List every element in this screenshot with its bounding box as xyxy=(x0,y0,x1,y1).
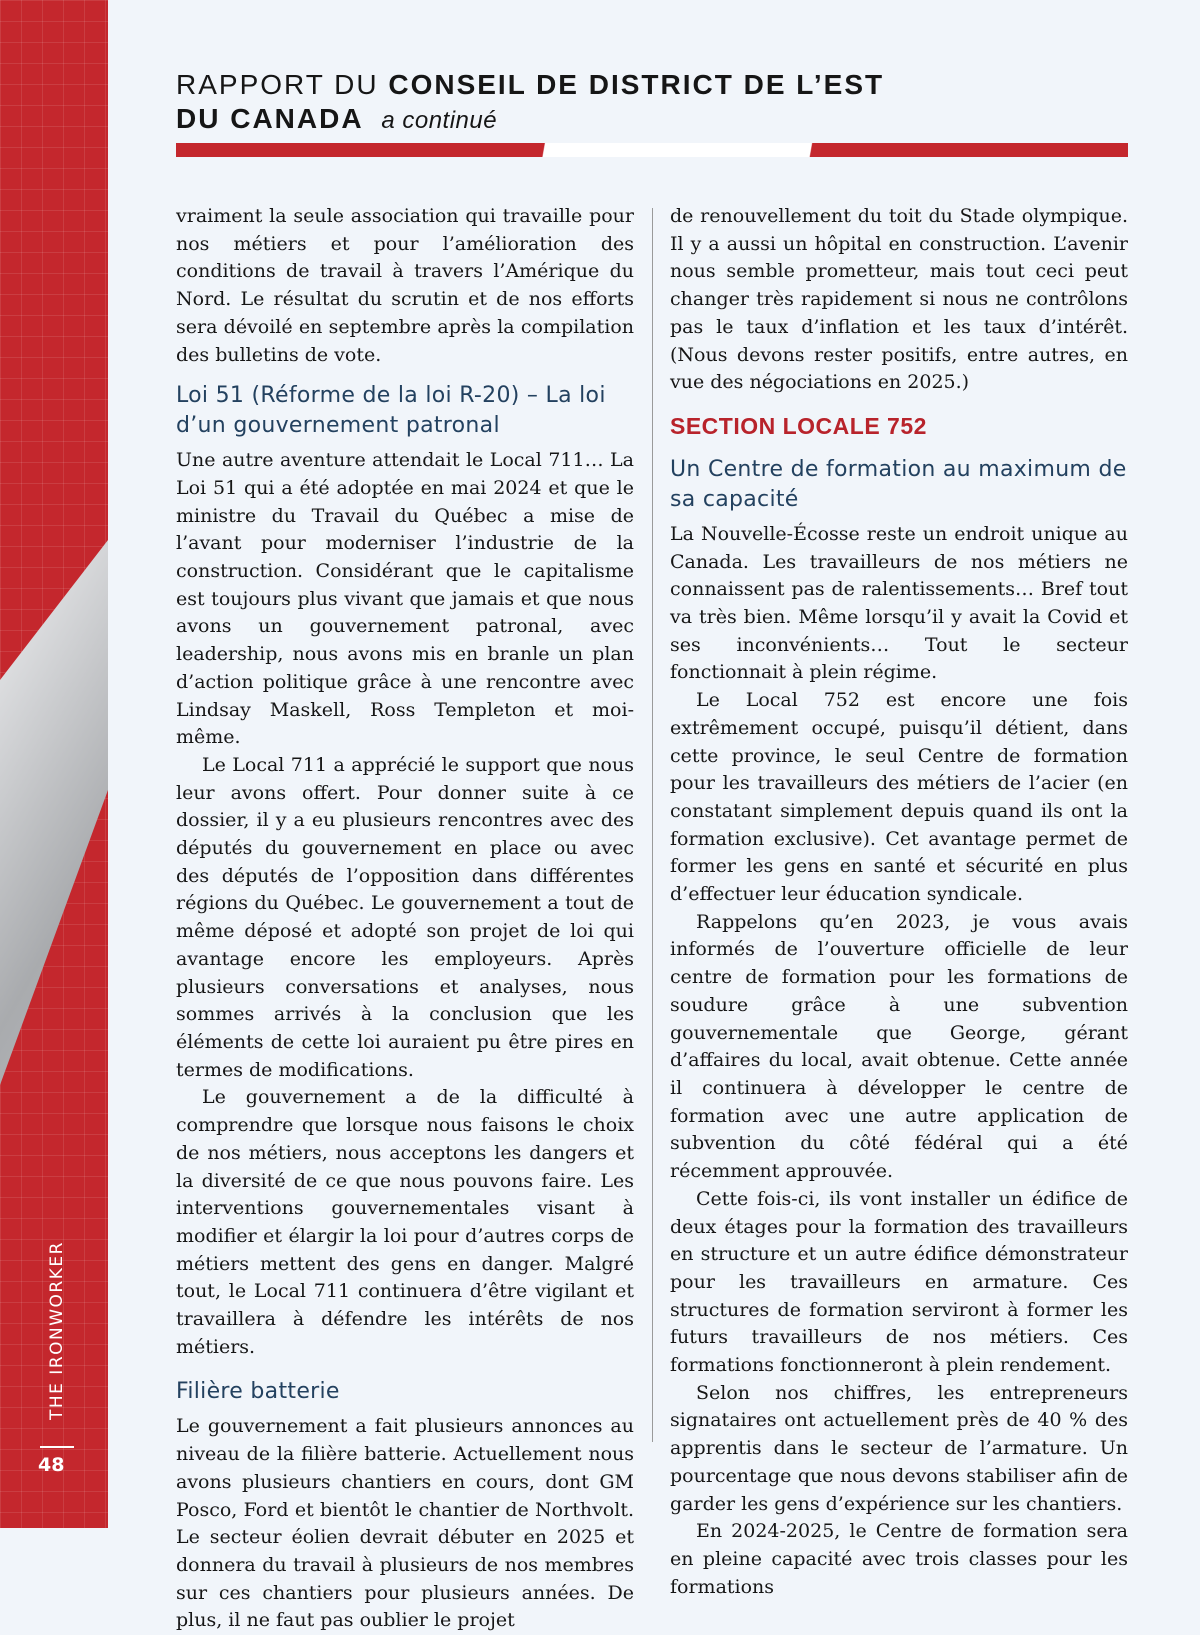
paragraph: La Nouvelle-Écosse reste un endroit unique au Canada. Les travailleurs de nos métiers ne connaissent pas de ralentissements… Bref tout va très bien. Même lorsqu’il y avait la Covid et ses inconvénients… Tout le secteur fonctionnait à plein régime. xyxy=(670,522,1128,684)
paragraph: Le gouvernement a fait plusieurs annonces au niveau de la filière batterie. Actuellement nous avons plusieurs chantiers en cours, dont GM Posco, Ford et bientôt le chantier de Northvolt. Le secteur éolien devrait débuter en 2025 et donnera du travail à plusieurs de nos membres sur ces chantiers pour plusieurs années. De plus, il ne faut pas oublier le projet xyxy=(176,1415,634,1632)
left-column xyxy=(176,203,634,1635)
paragraph: Selon nos chiffres, les entrepreneurs signataires ont actuellement près de 40 % des apprentis dans le secteur de l’armature. Un pourcentage que nous devons stabiliser afin de garder les gens d’expérience sur les chantiers. xyxy=(670,1381,1128,1515)
continued-label: a continué xyxy=(381,107,498,134)
title-line-2 xyxy=(176,102,1136,138)
paragraph: Le Local 711 a apprécié le support que nous leur avons offert. Pour donner suite à ce dossier, il y a eu plusieurs rencontres avec des députés du gouvernement en place ou avec des députés de l’opposition dans différentes régions du Québec. Le gouvernement a tout de même déposé et adopté son projet de loi qui avantage encore les employeurs. Après plusieurs conversations et analyses, nous sommes arrivés à la conclusion que les éléments de cette loi auraient pu être pires en termes de modifications. xyxy=(176,753,634,1081)
title-light: RAPPORT DU xyxy=(176,69,379,100)
heading-filiere-batterie: Filière batterie xyxy=(176,1379,340,1405)
sidebar xyxy=(0,0,108,1528)
magazine-name: THE IRONWORKER xyxy=(47,1241,67,1420)
paragraph: Une autre aventure attendait le Local 711… La Loi 51 qui a été adoptée en mai 2024 et que le ministre du Travail du Québec a mise de l’avant pour moderniser l’industrie de la construction. Considérant que le capitalisme est toujours plus vivant que jamais et que nous avons un gouvernement patronal, avec leadership, nous avons mis en branle un plan d’action politique grâce à une rencontre avec Lindsay Maskell, Ross Templeton et moi-même. xyxy=(176,449,634,749)
page-header xyxy=(176,68,1136,138)
paragraph: Le gouvernement a de la difficulté à comprendre que lorsque nous faisons le choix de nos métiers, nous acceptons les dangers et la diversité de ce que nous pouvons faire. Les interventions gouvernementales visant à modifier et élargir la loi pour d’autres corps de métiers mettent des gens en danger. Malgré tout, le Local 711 continuera d’être vigilant et travaillera à défendre les intérêts de nos métiers. xyxy=(176,1086,634,1358)
paragraph: de renouvellement du toit du Stade olympique. Il y a aussi un hôpital en construction. L’avenir nous semble prometteur, mais tout ceci peut changer très rapidement si nous ne contrôlons pas le taux d’inflation et les taux d’intérêt. (Nous devons rester positifs, entre autres, en vue des négociations en 2025.) xyxy=(670,205,1128,394)
header-rule-bar xyxy=(176,143,1128,157)
title-bold-1: CONSEIL DE DISTRICT DE L’EST xyxy=(388,69,885,100)
sidebar-divider xyxy=(40,1446,74,1448)
heading-loi-51: Loi 51 (Réforme de la loi R-20) – La loi d’un gouvernement patronal xyxy=(176,383,606,439)
paragraph: En 2024-2025, le Centre de formation sera en pleine capacité avec trois classes pour les formations xyxy=(670,1520,1128,1598)
page-number: 48 xyxy=(38,1454,65,1476)
column-divider xyxy=(652,208,653,1442)
right-column xyxy=(670,203,1128,1601)
title-line-1 xyxy=(176,68,1136,102)
heading-centre-formation: Un Centre de formation au maximum de sa capacité xyxy=(670,456,1127,512)
section-heading: SECTION LOCALE 752 xyxy=(670,412,927,439)
title-bold-2: DU CANADA xyxy=(176,103,364,134)
paragraph: vraiment la seule association qui travaille pour nos métiers et pour l’amélioration des conditions de travail à travers l’Amérique du Nord. Le résultat du scrutin et de nos efforts sera dévoilé en septembre après la compilation des bulletins de vote. xyxy=(176,205,634,366)
paragraph: Le Local 752 est encore une fois extrêmement occupé, puisqu’il détient, dans cette province, le seul Centre de formation pour les travailleurs des métiers de l’acier (en constatant simplement depuis quand ils ont la formation exclusive). Cet avantage permet de former les gens en santé et sécurité en plus d’effectuer leur éducation syndicale. xyxy=(670,689,1128,906)
paragraph: Rappelons qu’en 2023, je vous avais informés de l’ouverture officielle de leur centre de formation pour les formations de soudure grâce à une subvention gouvernementale que George, gérant d’affaires du local, avait obtenue. Cette année il continuera à développer le centre de formation avec une autre application de subvention du côté fédéral qui a été récemment approuvée. xyxy=(670,910,1128,1183)
paragraph: Cette fois-ci, ils vont installer un édifice de deux étages pour la formation des travailleurs en structure et un autre édifice démonstrateur pour les travailleurs en armature. Ces structures de formation serviront à former les futurs travailleurs de nos métiers. Ces formations fonctionneront à plein rendement. xyxy=(670,1187,1128,1377)
